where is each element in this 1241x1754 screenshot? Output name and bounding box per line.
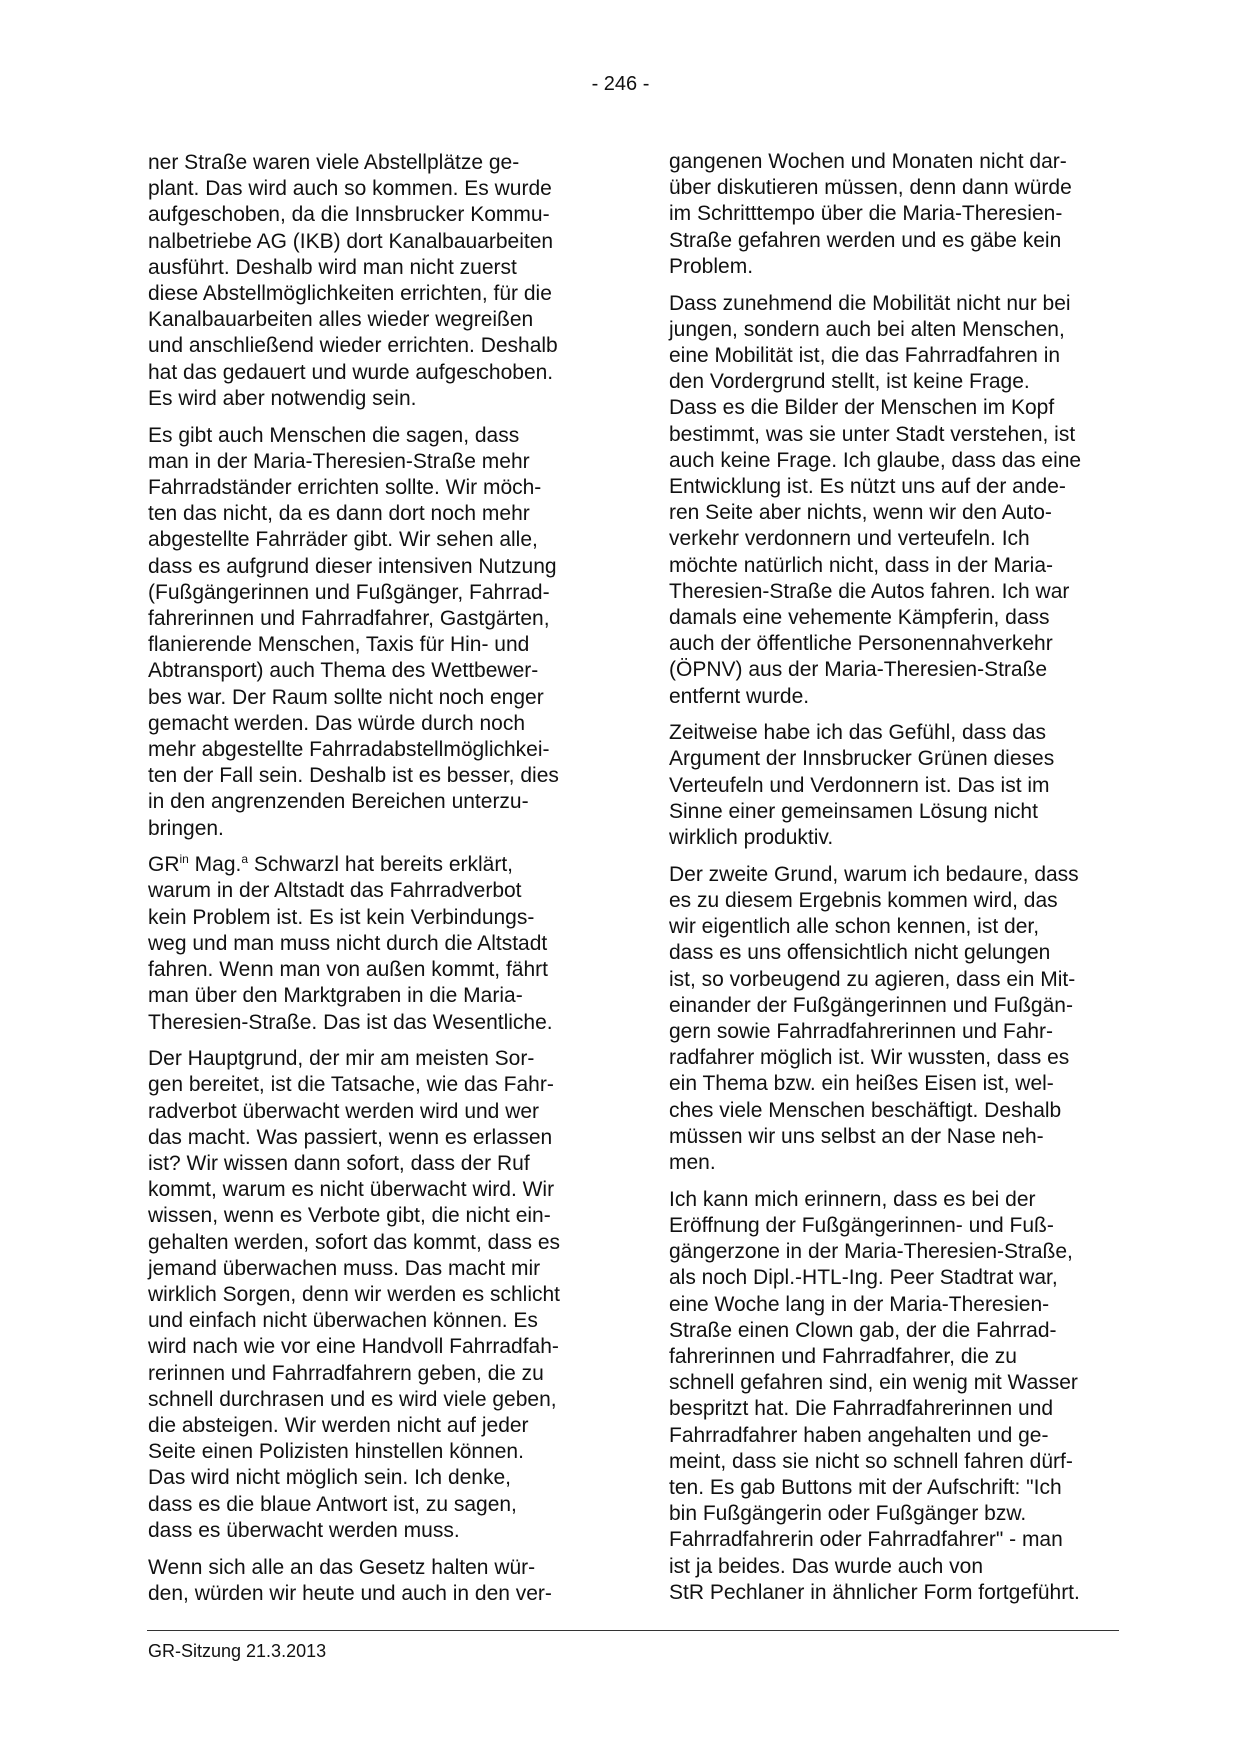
paragraph-line: auch der öffentliche Personennahverkehr: [669, 632, 1053, 656]
paragraph-line: bespritzt hat. Die Fahrradfahrerinnen und: [669, 1397, 1054, 1421]
paragraph-text: Schwarzl hat bereits erklärt,: [248, 853, 513, 877]
paragraph-line: auch keine Frage. Ich glaube, dass das eine: [669, 448, 1082, 472]
paragraph-line: Argument der Innsbrucker Grünen dieses: [669, 747, 1055, 771]
paragraph-line: Wenn sich alle an das Gesetz halten wür-: [148, 1555, 536, 1579]
speaker-degree-superscript: a: [241, 852, 249, 867]
paragraph-line: ist? Wir wissen dann sofort, dass der Ruf: [148, 1152, 530, 1176]
paragraph-line: schnell gefahren sind, ein wenig mit Wasser: [669, 1371, 1078, 1395]
paragraph-line: wissen, wenn es Verbote gibt, die nicht ein-: [148, 1204, 551, 1228]
paragraph-line: das macht. Was passiert, wenn es erlassen: [148, 1125, 553, 1149]
paragraph-line: den, würden wir heute und auch in den ver-: [148, 1581, 552, 1605]
paragraph-line: abgestellte Fahrräder gibt. Wir sehen alle,: [148, 528, 538, 552]
paragraph-line: ten der Fall sein. Deshalb ist es besser, dies: [148, 764, 559, 788]
paragraph-line: flanierende Menschen, Taxis für Hin- und: [148, 633, 530, 657]
paragraph-line: bin Fußgängerin oder Fußgänger bzw.: [669, 1502, 1027, 1526]
paragraph-line: man über den Marktgraben in die Maria-: [148, 984, 523, 1008]
paragraph-line: Ich kann mich erinnern, dass es bei der: [669, 1187, 1036, 1211]
paragraph-line: Sinne einer gemeinsamen Lösung nicht: [669, 799, 1038, 823]
paragraph-line: radfahrer möglich ist. Wir wussten, dass es: [669, 1046, 1070, 1070]
page-number: - 246 -: [591, 73, 650, 95]
paragraph-line: rerinnen und Fahrradfahrern geben, die zu: [148, 1361, 544, 1385]
paragraph-line: mehr abgestellte Fahrradabstellmöglichkei-: [148, 737, 550, 761]
paragraph: [148, 1555, 596, 1607]
paragraph: [669, 291, 1117, 710]
paragraph-line: damals eine vehemente Kämpferin, dass: [669, 605, 1050, 629]
paragraph-line: meint, dass sie nicht so schnell fahren dürf-: [669, 1449, 1073, 1473]
paragraph-line: in den angrenzenden Bereichen unterzu-: [148, 790, 529, 814]
paragraph-line: Entwicklung ist. Es nützt uns auf der ande-: [669, 474, 1066, 498]
paragraph-line: kommt, warum es nicht überwacht wird. Wir: [148, 1178, 555, 1202]
paragraph-line: kein Problem ist. Es ist kein Verbindungs-: [148, 905, 535, 929]
speaker-degree: Mag.: [188, 853, 242, 877]
paragraph-line: weg und man muss nicht durch die Altstadt: [148, 931, 548, 955]
paragraph-line: ist ja beides. Das wurde auch von: [669, 1554, 984, 1578]
paragraph-continuation: [148, 878, 596, 1035]
paragraph: [148, 852, 596, 1035]
paragraph-line: Verteufeln und Verdonnern ist. Das ist im: [669, 773, 1050, 797]
paragraph-line: fahren. Wenn man von außen kommt, fährt: [148, 958, 548, 982]
paragraph: [669, 720, 1117, 851]
paragraph-line: Dass es die Bilder der Menschen im Kopf: [669, 396, 1055, 420]
paragraph-line: ren Seite aber nichts, wenn wir den Auto-: [669, 501, 1052, 525]
speaker-title: GR: [148, 853, 180, 877]
paragraph-line: Fahrradfahrer haben angehalten und ge-: [669, 1423, 1049, 1447]
paragraph-line: aufgeschoben, da die Innsbrucker Kommu-: [148, 203, 550, 227]
paragraph-line: Der Hauptgrund, der mir am meisten Sor-: [148, 1047, 535, 1071]
paragraph-line: und anschließend wieder errichten. Deshalb: [148, 334, 558, 358]
paragraph-line: verkehr verdonnern und verteufeln. Ich: [669, 527, 1030, 551]
paragraph-line: dass es überwacht werden muss.: [148, 1518, 460, 1542]
paragraph-line: plant. Das wird auch so kommen. Es wurde: [148, 177, 552, 201]
paragraph-line: nalbetriebe AG (IKB) dort Kanalbauarbeiten: [148, 229, 554, 253]
paragraph-line: eine Mobilität ist, die das Fahrradfahren in: [669, 343, 1061, 367]
paragraph-line: dass es die blaue Antwort ist, zu sagen,: [148, 1492, 517, 1516]
paragraph-line: entfernt wurde.: [669, 684, 810, 708]
paragraph-line: man in der Maria-Theresien-Straße mehr: [148, 449, 530, 473]
paragraph-line: gemacht werden. Das würde durch noch: [148, 711, 526, 735]
paragraph-line: diese Abstellmöglichkeiten errichten, für die: [148, 282, 552, 306]
paragraph-line: Es gibt auch Menschen die sagen, dass: [148, 423, 520, 447]
paragraph-line: und einfach nicht überwachen können. Es: [148, 1309, 538, 1333]
paragraph-line: hat das gedauert und wurde aufgeschoben.: [148, 360, 554, 384]
paragraph-line: möchte natürlich nicht, dass in der Maria-: [669, 553, 1053, 577]
paragraph-line: Fahrradständer errichten sollte. Wir möch-: [148, 475, 542, 499]
speaker-title-superscript: in: [179, 852, 189, 867]
paragraph-line: ten das nicht, da es dann dort noch mehr: [148, 502, 530, 526]
footer-divider: [147, 1630, 1119, 1631]
paragraph-line: Fahrradfahrerin oder Fahrradfahrer" - man: [669, 1528, 1063, 1552]
paragraph-line: im Schritttempo über die Maria-Theresien-: [669, 202, 1063, 226]
paragraph-line: müssen wir uns selbst an der Nase neh-: [669, 1124, 1044, 1148]
paragraph-line: gern sowie Fahrradfahrerinnen und Fahr-: [669, 1020, 1054, 1043]
paragraph-line: (Fußgängerinnen und Fußgänger, Fahrrad-: [148, 580, 550, 604]
paragraph-line: gangenen Wochen und Monaten nicht dar-: [669, 150, 1067, 173]
paragraph-line: ein Thema bzw. ein heißes Eisen ist, wel-: [669, 1072, 1054, 1096]
paragraph-line: radverbot überwacht werden wird und wer: [148, 1099, 540, 1123]
paragraph-line: bestimmt, was sie unter Stadt verstehen, ist: [669, 422, 1076, 446]
paragraph-line: [148, 852, 596, 878]
paragraph-line: Theresien-Straße. Das ist das Wesentliche.: [148, 1010, 553, 1034]
paragraph-line: wirklich produktiv.: [669, 826, 834, 850]
paragraph-line: warum in der Altstadt das Fahrradverbot: [148, 879, 522, 903]
paragraph-line: Problem.: [669, 254, 754, 278]
paragraph-line: Das wird nicht möglich sein. Ich denke,: [148, 1466, 511, 1490]
paragraph-line: ist, so vorbeugend zu agieren, dass ein Mit-: [669, 967, 1076, 991]
paragraph-line: gen bereitet, ist die Tatsache, wie das Fahr-: [148, 1073, 554, 1097]
paragraph: [148, 423, 596, 842]
paragraph-line: Straße gefahren werden und es gäbe kein: [669, 228, 1062, 252]
paragraph-line: gehalten werden, sofort das kommt, dass es: [148, 1230, 561, 1254]
paragraph-line: wird nach wie vor eine Handvoll Fahrradfah-: [148, 1335, 559, 1359]
paragraph-line: die absteigen. Wir werden nicht auf jeder: [148, 1414, 529, 1438]
paragraph-line: ten. Es gab Buttons mit der Aufschrift: "Ich: [669, 1475, 1062, 1499]
paragraph-line: bes war. Der Raum sollte nicht noch enger: [148, 685, 544, 709]
paragraph-line: wir eigentlich alle schon kennen, ist der,: [669, 915, 1040, 939]
paragraph: [669, 149, 1117, 280]
footer-session-date: GR-Sitzung 21.3.2013: [148, 1641, 327, 1661]
paragraph-line: Theresien-Straße die Autos fahren. Ich war: [669, 579, 1070, 603]
paragraph-line: Zeitweise habe ich das Gefühl, dass das: [669, 721, 1047, 745]
paragraph: [148, 1046, 596, 1544]
paragraph-line: einander der Fußgängerinnen und Fußgän-: [669, 993, 1073, 1017]
paragraph-line: es zu diesem Ergebnis kommen wird, das: [669, 888, 1058, 912]
paragraph-line: Es wird aber notwendig sein.: [148, 386, 417, 410]
paragraph-line: wirklich Sorgen, denn wir werden es schlicht: [148, 1283, 561, 1307]
paragraph: [669, 1187, 1117, 1606]
paragraph-line: men.: [669, 1151, 716, 1175]
paragraph-line: StR Pechlaner in ähnlicher Form fortgeführt.: [669, 1580, 1080, 1604]
paragraph-line: eine Woche lang in der Maria-Theresien-: [669, 1292, 1050, 1316]
paragraph-line: den Vordergrund stellt, ist keine Frage.: [669, 370, 1030, 394]
paragraph-line: fahrerinnen und Fahrradfahrer, Gastgärten,: [148, 606, 550, 630]
right-column: [669, 149, 1117, 1606]
paragraph-line: fahrerinnen und Fahrradfahrer, die zu: [669, 1344, 1017, 1368]
paragraph-line: über diskutieren müssen, denn dann würde: [669, 176, 1072, 200]
paragraph-line: Dass zunehmend die Mobilität nicht nur bei: [669, 291, 1071, 315]
paragraph: [669, 862, 1117, 1176]
paragraph-line: (ÖPNV) aus der Maria-Theresien-Straße: [669, 658, 1048, 682]
paragraph-line: ner Straße waren viele Abstellplätze ge-: [148, 151, 520, 174]
paragraph-line: dass es aufgrund dieser intensiven Nutzung: [148, 554, 557, 578]
paragraph-line: Kanalbauarbeiten alles wieder wegreißen: [148, 308, 534, 332]
paragraph-line: jungen, sondern auch bei alten Menschen,: [669, 317, 1065, 341]
paragraph-line: Eröffnung der Fußgängerinnen- und Fuß-: [669, 1213, 1054, 1237]
paragraph-line: jemand überwachen muss. Das macht mir: [148, 1256, 541, 1280]
paragraph-line: Seite einen Polizisten hinstellen können.: [148, 1440, 524, 1464]
paragraph-line: ches viele Menschen beschäftigt. Deshalb: [669, 1098, 1062, 1122]
paragraph-line: Abtransport) auch Thema des Wettbewer-: [148, 659, 539, 683]
paragraph-line: Straße einen Clown gab, der die Fahrrad-: [669, 1318, 1057, 1342]
paragraph-line: schnell durchrasen und es wird viele geben,: [148, 1387, 557, 1411]
paragraph-line: dass es uns offensichtlich nicht gelungen: [669, 941, 1051, 965]
paragraph-line: Der zweite Grund, warum ich bedaure, dass: [669, 862, 1079, 886]
paragraph-line: gängerzone in der Maria-Theresien-Straße,: [669, 1240, 1073, 1264]
paragraph-line: bringen.: [148, 816, 224, 840]
paragraph-line: ausführt. Deshalb wird man nicht zuerst: [148, 255, 517, 279]
paragraph: [148, 150, 596, 412]
left-column: [148, 150, 596, 1607]
paragraph-line: als noch Dipl.-HTL-Ing. Peer Stadtrat war,: [669, 1266, 1058, 1290]
